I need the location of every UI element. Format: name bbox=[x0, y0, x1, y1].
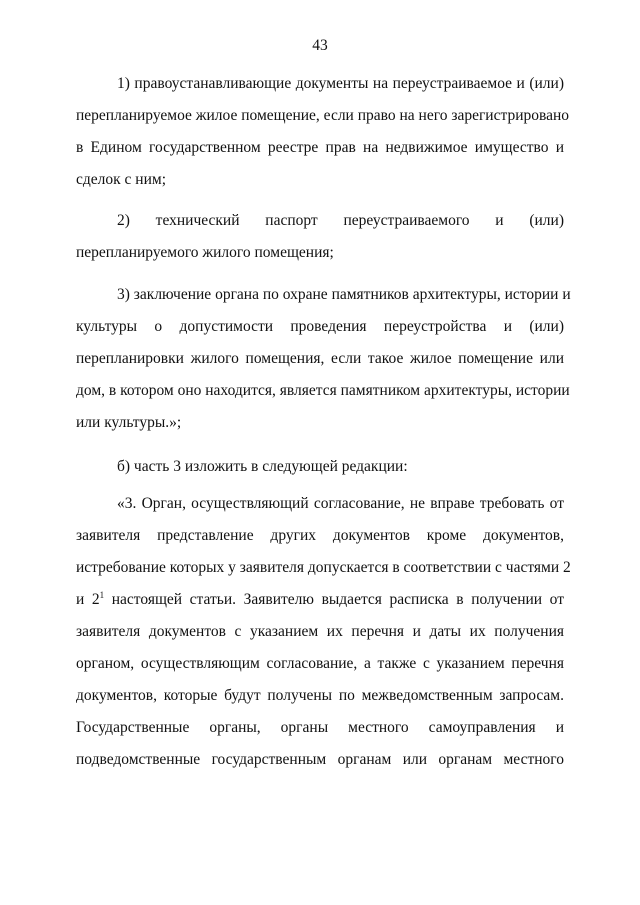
text-line: 1) правоустанавливающие документы на переустраиваемое и (или) bbox=[117, 75, 564, 92]
text-line: перепланируемого жилого помещения; bbox=[76, 244, 334, 261]
text-line: перепланируемое жилое помещение, если право на него зарегистрировано bbox=[76, 107, 570, 124]
paragraph-amendment-b bbox=[76, 451, 564, 483]
text-line: культуры о допустимости проведения переустройства и (или) bbox=[76, 318, 564, 335]
text-line: «3. Орган, осуществляющий согласование, не вправе требовать от bbox=[117, 495, 564, 512]
text-line: 2) технический паспорт переустраиваемого и (или) bbox=[117, 212, 564, 229]
text-fragment: настоящей статьи. Заявителю выдается расписка в получении от bbox=[104, 591, 564, 608]
text-line: 3) заключение органа по охране памятников архитектуры, истории и bbox=[117, 286, 571, 303]
text-line: в Едином государственном реестре прав на недвижимое имущество и bbox=[76, 139, 564, 156]
text-fragment: и 2 bbox=[76, 591, 100, 608]
text-line: или культуры.»; bbox=[76, 414, 182, 431]
text-line: документов, которые будут получены по межведомственным запросам. bbox=[76, 687, 564, 704]
text-line-with-superscript bbox=[76, 584, 564, 616]
text-line: подведомственные государственным органам или органам местного bbox=[76, 751, 564, 768]
text-line: истребование которых у заявителя допускается в соответствии с частями 2 bbox=[76, 559, 571, 576]
text-line: перепланировки жилого помещения, если такое жилое помещение или bbox=[76, 350, 564, 367]
text-line: органом, осуществляющим согласование, а также с указанием перечня bbox=[76, 655, 564, 672]
paragraph-item-3 bbox=[76, 279, 571, 439]
text-line: заявителя представление других документов кроме документов, bbox=[76, 527, 564, 544]
text-line: Государственные органы, органы местного самоуправления и bbox=[76, 719, 564, 736]
superscript: 1 bbox=[99, 590, 105, 600]
paragraph-item-1 bbox=[76, 68, 570, 196]
text-line: сделок с ним; bbox=[76, 171, 166, 188]
paragraph-item-2 bbox=[76, 205, 564, 269]
text-line: заявителя документов с указанием их перечня и даты их получения bbox=[76, 623, 564, 640]
text-line: дом, в котором оно находится, является памятником архитектуры, истории bbox=[76, 382, 570, 399]
paragraph-part-3 bbox=[76, 488, 571, 776]
text-line: б) часть 3 изложить в следующей редакции: bbox=[117, 458, 408, 475]
page-number: 43 bbox=[312, 37, 328, 54]
